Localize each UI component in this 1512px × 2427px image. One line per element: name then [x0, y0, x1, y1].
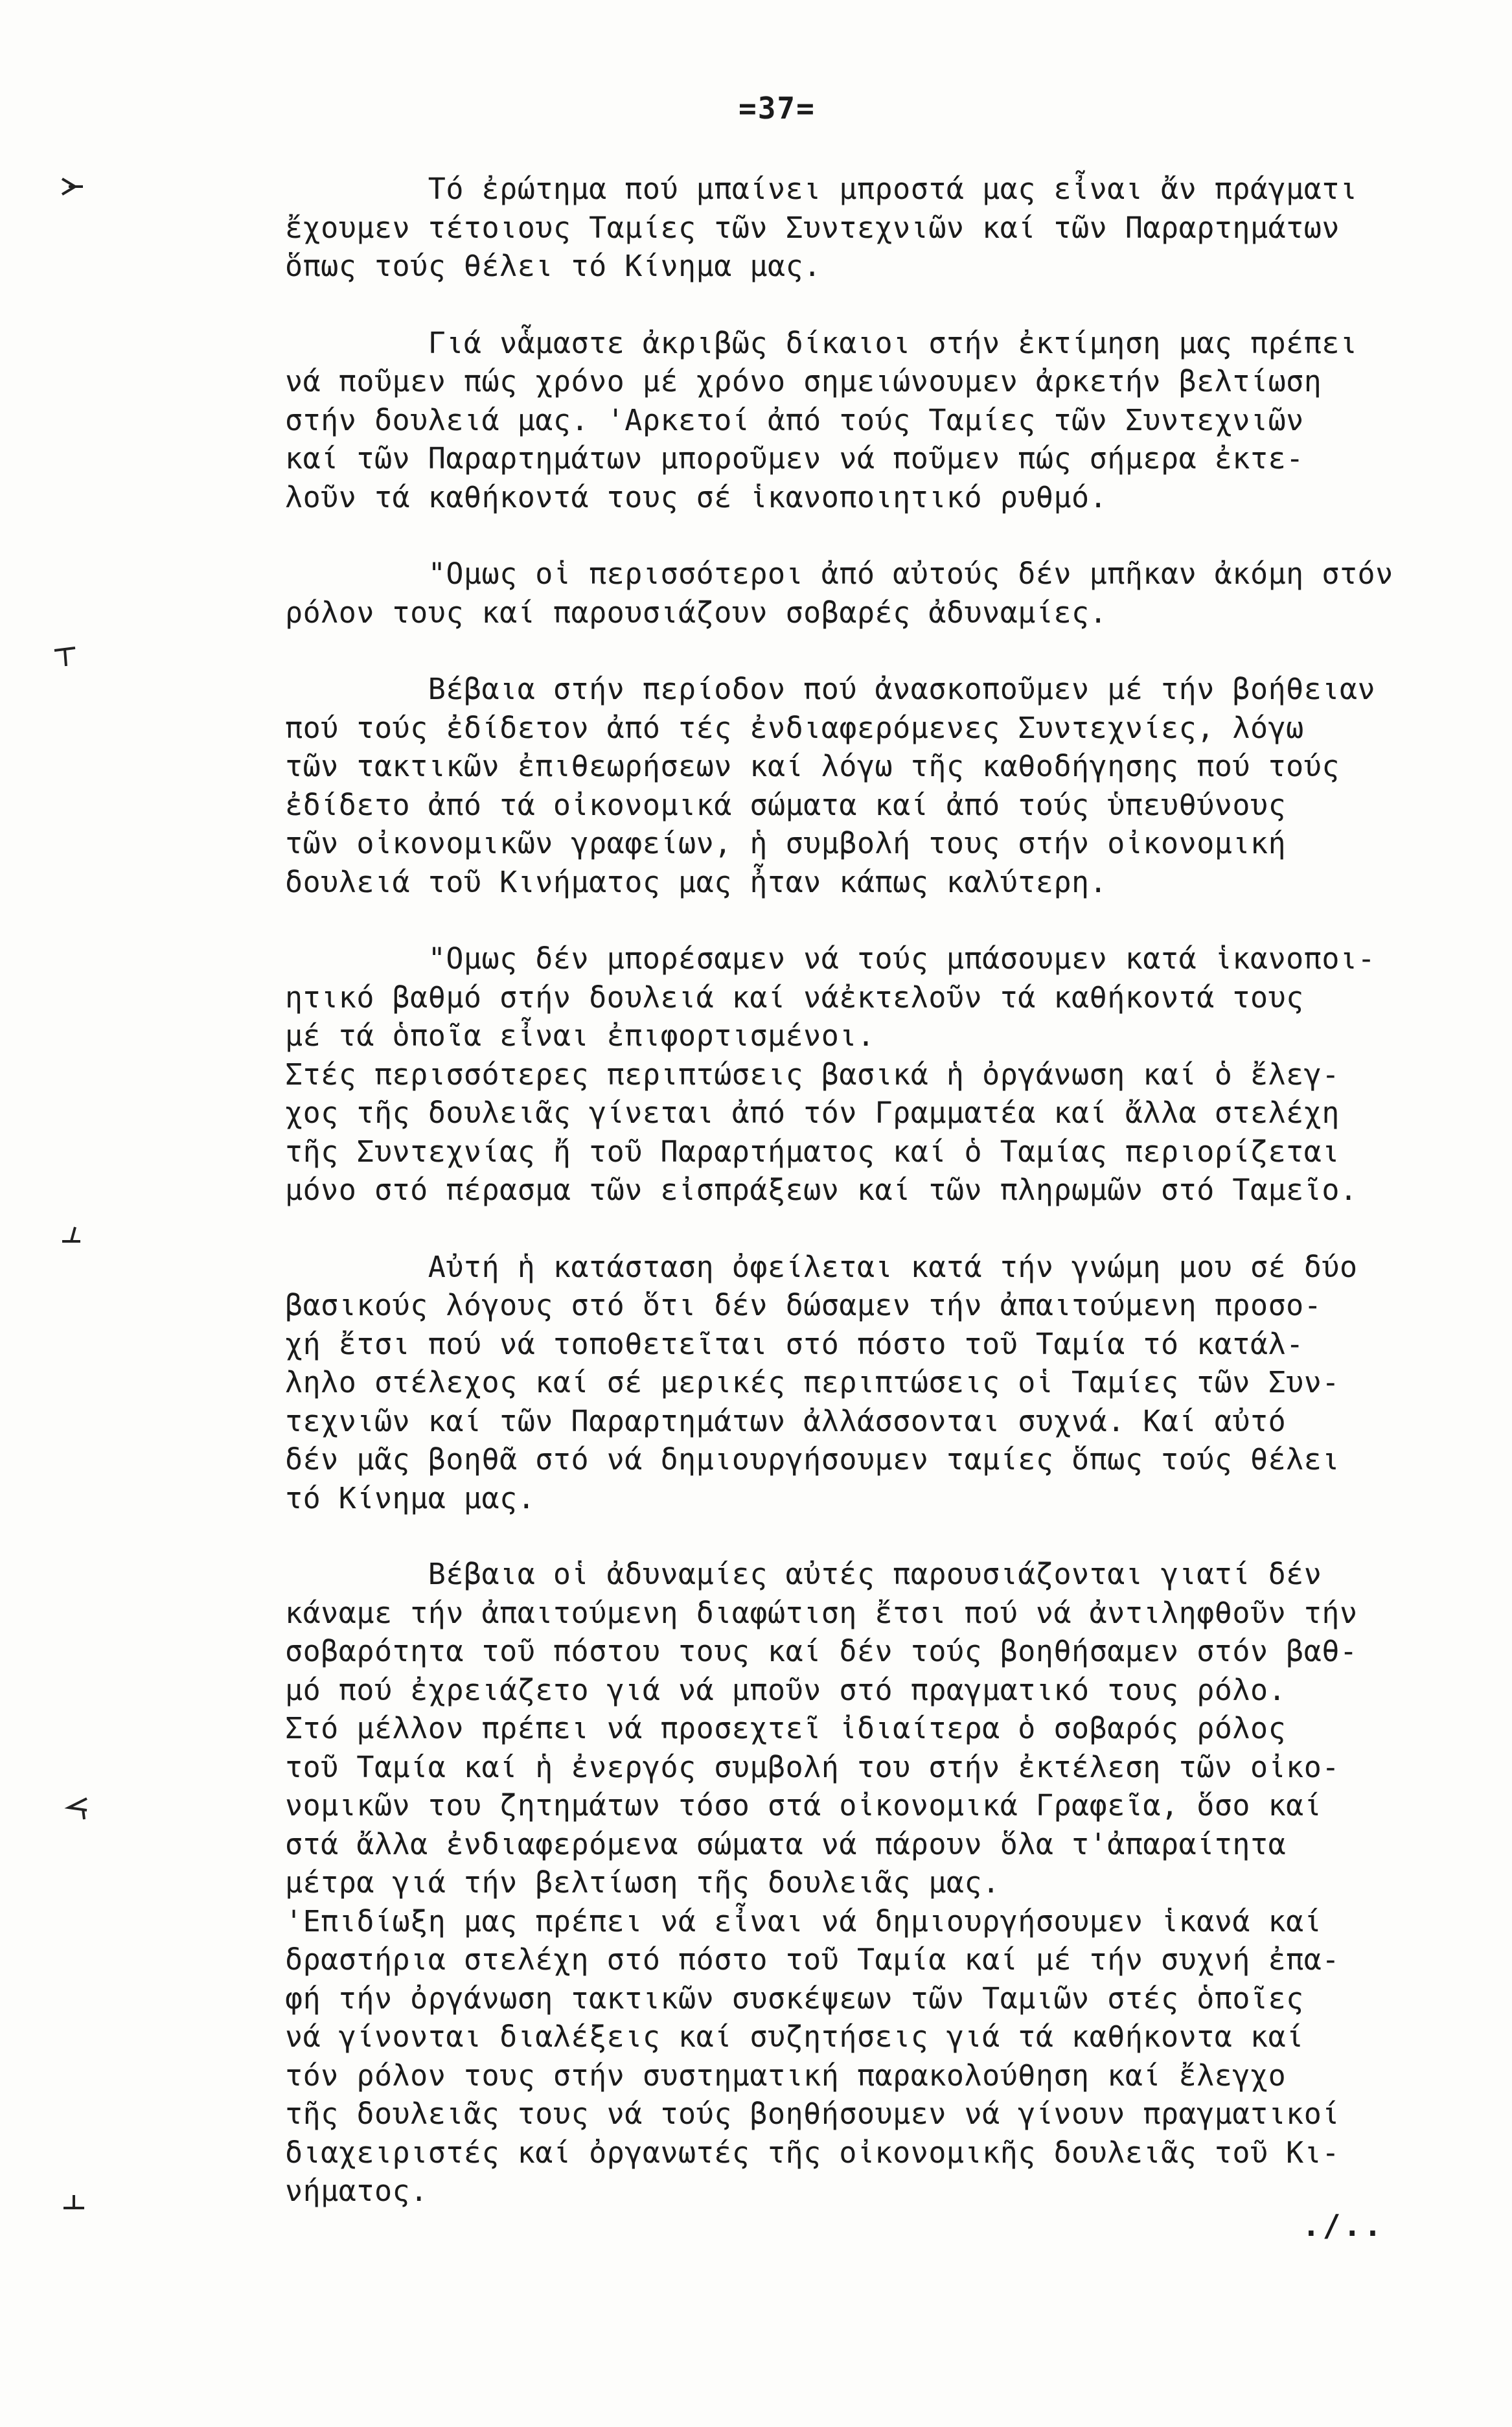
text-line: ἔχουμεν τέτοιους Ταμίες τῶν Συντεχνιῶν καί τῶν Παραρτημάτων [285, 210, 1340, 245]
text-line: μό πού ἐχρειάζετο γιά νά μποῦν στό πραγματικό τους ρόλο. [285, 1672, 1287, 1707]
paragraph-spacing [285, 1517, 1490, 1555]
text-line: μέτρα γιά τήν βελτίωση τῆς δουλειᾶς μας. [285, 1865, 1000, 1900]
text-line: 'Επιδίωξη μας πρέπει νά εἶναι νά δημιουργήσουμεν ἱκανά καί [285, 1904, 1322, 1938]
paragraph-4 [285, 670, 1490, 901]
text-line: Στές περισσότερες περιπτώσεις βασικά ἡ ὀργάνωση καί ὁ ἔλεγ- [285, 1057, 1340, 1092]
paragraph-spacing [285, 516, 1490, 555]
binding-hole-mark [61, 2191, 87, 2217]
paragraph-5 [285, 939, 1490, 1210]
text-line: ρόλον τους καί παρουσιάζουν σοβαρές ἀδυναμίες. [285, 595, 1108, 630]
text-line: Βέβαια οἱ ἀδυναμίες αὐτές παρουσιάζονται γιατί δέν [285, 1557, 1322, 1591]
text-line: βασικούς λόγους στό ὅτι δέν δώσαμεν τήν ἀπαιτούμενη προσο- [285, 1288, 1322, 1322]
text-line: κάναμε τήν ἀπαιτούμενη διαφώτιση ἔτσι πού νά ἀντιληφθοῦν τήν [285, 1595, 1358, 1630]
text-line: Αὐτή ἡ κατάσταση ὀφείλεται κατά τήν γνώμη μου σέ δύο [285, 1249, 1358, 1284]
paragraph-2 [285, 324, 1490, 517]
text-line: "Ομως οἱ περισσότεροι ἀπό αὐτούς δέν μπῆκαν ἀκόμη στόν [285, 557, 1393, 591]
text-line: "Ομως δέν μπορέσαμεν νά τούς μπάσουμεν κατά ἱκανοποι- [285, 941, 1376, 976]
text-line: τοῦ Ταμία καί ἡ ἐνεργός συμβολή του στήν ἐκτέλεση τῶν οἰκο- [285, 1749, 1340, 1784]
text-line: Βέβαια στήν περίοδον πού ἀνασκοποῦμεν μέ τήν βοήθειαν [285, 672, 1376, 706]
text-line: σοβαρότητα τοῦ πόστου τους καί δέν τούς βοηθήσαμεν στόν βαθ- [285, 1634, 1358, 1668]
paragraph-3 [285, 555, 1490, 632]
text-line: δουλειά τοῦ Κινήματος μας ἦταν κάπως καλύτερη. [285, 864, 1108, 899]
binding-hole-mark [60, 174, 86, 200]
text-line: τῆς Συντεχνίας ἤ τοῦ Παραρτήματος καί ὁ Ταμίας περιορίζεται [285, 1134, 1340, 1169]
paragraph-1 [285, 170, 1490, 286]
text-line: Τό ἐρώτημα πού μπαίνει μπροστά μας εἶναι ἄν πράγματι [285, 172, 1358, 206]
text-line: νά γίνονται διαλέξεις καί συζητήσεις γιά τά καθήκοντα καί [285, 2019, 1304, 2054]
text-line: χος τῆς δουλειᾶς γίνεται ἀπό τόν Γραμματέα καί ἄλλα στελέχη [285, 1096, 1340, 1130]
text-line: μόνο στό πέρασμα τῶν εἰσπράξεων καί τῶν πληρωμῶν στό Ταμεῖο. [285, 1173, 1358, 1207]
text-line: χή ἔτσι πού νά τοποθετεῖται στό πόστο τοῦ Ταμία τό κατάλ- [285, 1326, 1304, 1361]
text-line: νήματος. [285, 2174, 428, 2208]
paragraph-7 [285, 1555, 1490, 2211]
text-line: τεχνιῶν καί τῶν Παραρτημάτων ἀλλάσσονται συχνά. Καί αὐτό [285, 1403, 1287, 1438]
paragraph-spacing [285, 286, 1490, 324]
text-line: φή τήν ὀργάνωση τακτικῶν συσκέψεων τῶν Ταμιῶν στές ὁποῖες [285, 1981, 1304, 2016]
paragraph-spacing [285, 632, 1490, 670]
text-line: νά ποῦμεν πώς χρόνο μέ χρόνο σημειώνουμεν ἀρκετήν βελτίωση [285, 364, 1322, 398]
text-line: δραστήρια στελέχη στό πόστο τοῦ Ταμία καί μέ τήν συχνή ἐπα- [285, 1942, 1340, 1977]
binding-hole-mark [63, 1795, 89, 1821]
text-line: διαχειριστές καί ὀργανωτές τῆς οἰκονομικῆς δουλειᾶς τοῦ Κι- [285, 2135, 1340, 2170]
text-line: στά ἄλλα ἐνδιαφερόμενα σώματα νά πάρουν ὅλα τ'ἀπαραίτητα [285, 1826, 1287, 1861]
text-line: νομικῶν του ζητημάτων τόσο στά οἰκονομικά Γραφεῖα, ὅσο καί [285, 1788, 1322, 1823]
text-line: τῶν τακτικῶν ἐπιθεωρήσεων καί λόγω τῆς καθοδήγησης πού τούς [285, 749, 1340, 783]
text-line: ἐδίδετο ἀπό τά οἰκονομικά σώματα καί ἀπό τούς ὑπευθύνους [285, 787, 1287, 822]
binding-hole-mark [58, 1222, 84, 1248]
text-line: μέ τά ὁποῖα εἶναι ἐπιφορτισμένοι. [285, 1018, 875, 1053]
text-line: τό Κίνημα μας. [285, 1480, 536, 1515]
text-line: Γιά νἇμαστε ἀκριβῶς δίκαιοι στήν ἐκτίμηση μας πρέπει [285, 325, 1358, 360]
continuation-mark: ./.. [1302, 2208, 1384, 2243]
text-line: Στό μέλλον πρέπει νά προσεχτεῖ ἰδιαίτερα ὁ σοβαρός ρόλος [285, 1711, 1287, 1745]
paragraph-spacing [285, 1210, 1490, 1248]
text-line: πού τούς ἐδίδετον ἀπό τές ἐνδιαφερόμενες Συντεχνίες, λόγω [285, 710, 1304, 745]
binding-hole-mark [52, 643, 78, 669]
text-line: ὅπως τούς θέλει τό Κίνημα μας. [285, 249, 821, 283]
text-line: τόν ρόλον τους στήν συστηματική παρακολούθηση καί ἔλεγχο [285, 2058, 1287, 2093]
text-line: τῆς δουλειᾶς τους νά τούς βοηθήσουμεν νά γίνουν πραγματικοί [285, 2097, 1340, 2131]
paragraph-spacing [285, 901, 1490, 939]
text-line: λοῦν τά καθήκοντά τους σέ ἱκανοποιητικό ρυθμό. [285, 479, 1108, 514]
text-line: ληλο στέλεχος καί σέ μερικές περιπτώσεις οἱ Ταμίες τῶν Συν- [285, 1365, 1340, 1399]
page-number: =37= [739, 91, 816, 126]
text-line: καί τῶν Παραρτημάτων μποροῦμεν νά ποῦμεν πώς σήμερα ἐκτε- [285, 441, 1304, 476]
text-line: τῶν οἰκονομικῶν γραφείων, ἡ συμβολή τους στήν οἰκονομική [285, 826, 1287, 860]
text-line: ητικό βαθμό στήν δουλειά καί νάἐκτελοῦν τά καθήκοντά τους [285, 980, 1304, 1015]
text-line: στήν δουλειά μας. 'Αρκετοί ἀπό τούς Ταμίες τῶν Συντεχνιῶν [285, 402, 1304, 437]
text-line: δέν μᾶς βοηθᾶ στό νά δημιουργήσουμεν ταμίες ὅπως τούς θέλει [285, 1442, 1340, 1477]
document-body [285, 170, 1490, 2211]
paragraph-6 [285, 1248, 1490, 1518]
